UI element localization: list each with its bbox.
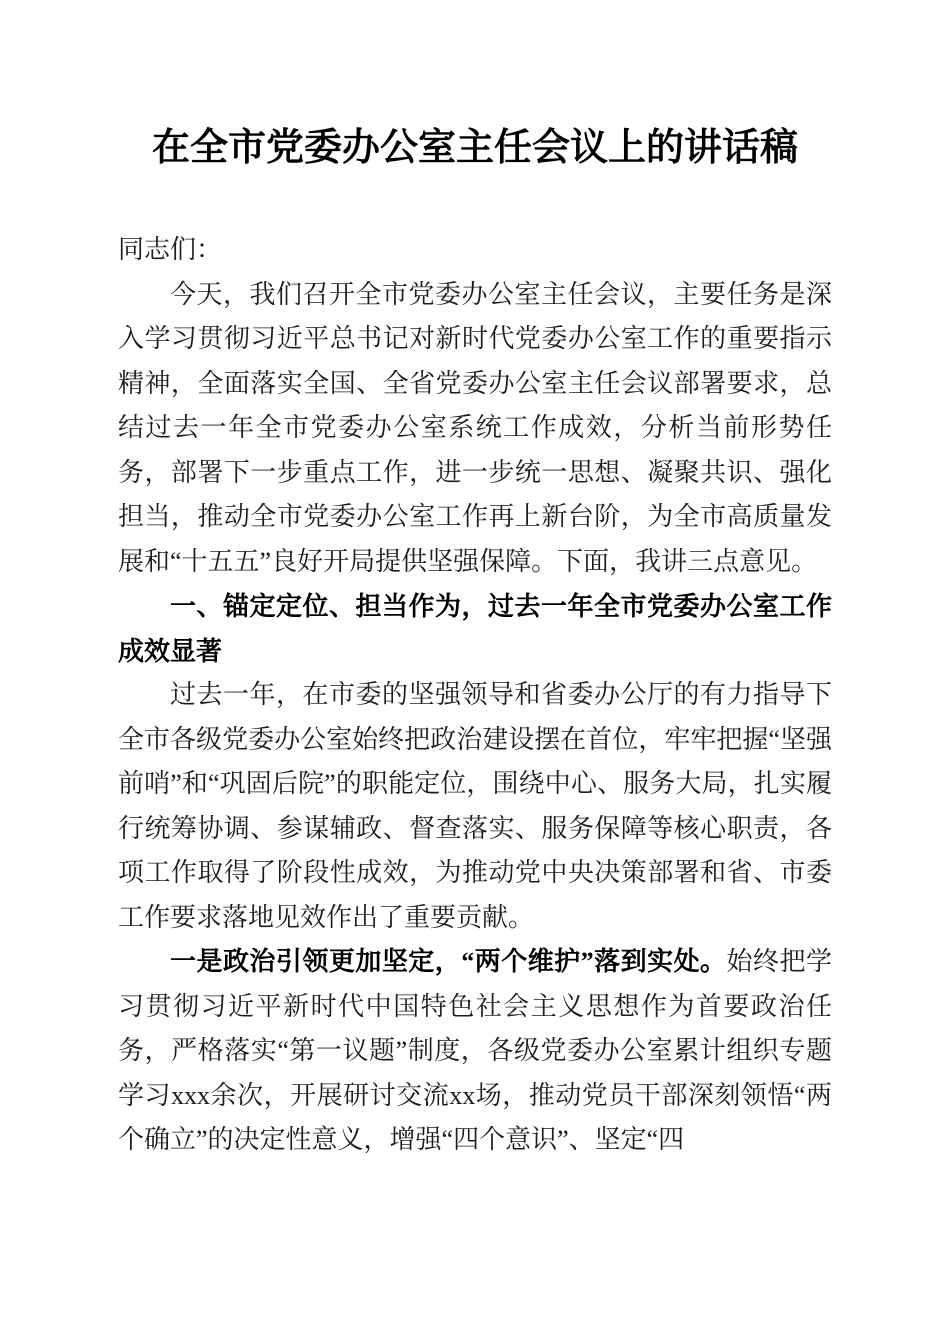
salutation: 同志们：	[118, 235, 223, 264]
paragraph-achievements: 过去一年，在市委的坚强领导和省委办公厅的有力指导下全市各级党委办公室始终把政治建设摆在首位，牢牢把握“坚强前哨”和“巩固后院”的职能定位，围绕中心、服务大局，扎实履行统筹协调、参谋辅政、督查落实、服务保障等核心职责，各项工作取得了阶段性成效，为推动党中央决策部署和省、市委工作要求落地见效作出了重要贡献。	[118, 680, 832, 932]
paragraph-point-1-lead: 一是政治引领更加坚定，“两个维护”落到实处。	[170, 947, 727, 976]
paragraph-point-1-text: 始终把学习贯彻习近平新时代中国特色社会主义思想作为首要政治任务，严格落实“第一议题”制度，各级党委办公室累计组织专题学习xxx余次，开展研讨交流xx场，推动党员干部深刻领悟“两个确立”的决定性意义，增强“四个意识”、坚定“四	[118, 947, 832, 1154]
paragraph-point-1	[118, 940, 832, 1163]
paragraph-intro: 今天，我们召开全市党委办公室主任会议，主要任务是深入学习贯彻习近平总书记对新时代党委办公室工作的重要指示精神，全面落实全国、全省党委办公室主任会议部署要求，总结过去一年全市党委办公室系统工作成效，分析当前形势任务，部署下一步重点工作，进一步统一思想、凝聚共识、强化担当，推动全市党委办公室工作再上新台阶，为全市高质量发展和“十五五”良好开局提供坚强保障。下面，我讲三点意见。	[118, 279, 832, 576]
document-content	[118, 0, 832, 1163]
document-body	[118, 228, 832, 1163]
page-title: 在全市党委办公室主任会议上的讲话稿	[151, 127, 798, 169]
section-heading-1: 一、锚定定位、担当作为，过去一年全市党委办公室工作成效显著	[118, 591, 832, 666]
